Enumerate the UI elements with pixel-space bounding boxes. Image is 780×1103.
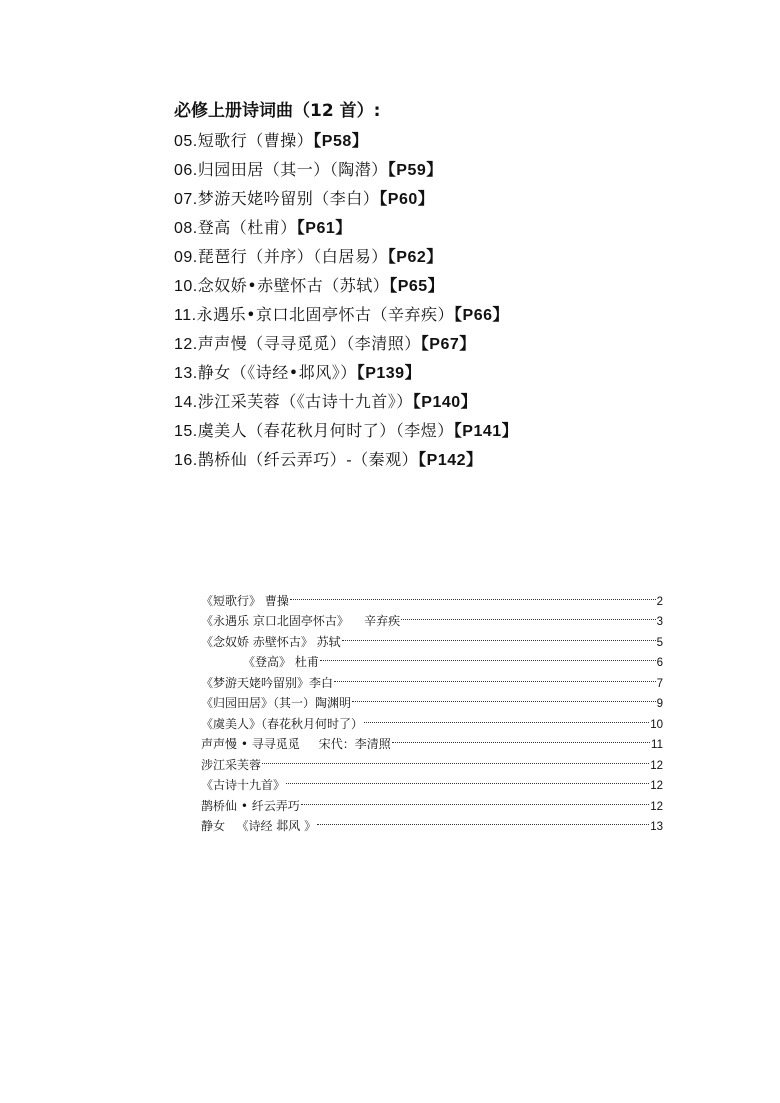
poem-title: 虞美人（春花秋月何时了）（李煜） [197,421,454,440]
poem-number: 08. [174,220,198,237]
poem-number: 12. [174,336,198,353]
poem-title: 梦游天姥吟留别（李白） [197,189,380,208]
poem-page-ref: 【P62】 [387,249,443,266]
toc-entry-title: 《登高》 杜甫 [243,655,319,669]
toc-dot-leader [351,687,657,708]
poem-title: 琵琶行（并序）（白居易） [197,247,388,266]
toc-rows [201,584,663,833]
poem-title: 涉江采芙蓉（《古诗十九首》） [197,392,413,411]
poem-list-item [174,416,734,445]
toc-dot-leader [261,748,650,769]
toc-entry-page: 9 [656,698,663,710]
toc-dot-leader [391,728,651,749]
toc-entry-title: 《念奴娇 赤壁怀古》 苏轼 [201,634,341,649]
poem-title: 归园田居（其一）（陶潜） [197,160,388,179]
toc-dot-leader [400,605,657,626]
poem-page-ref: 【P140】 [412,394,478,411]
poem-number: 07. [174,191,198,208]
toc-entry[interactable] [201,769,663,790]
toc-entry-page: 11 [651,739,663,751]
toc-dot-leader [300,789,650,810]
toc-dot-leader [289,584,657,605]
poem-list-item [174,126,734,155]
poem-number: 14. [174,394,198,411]
poem-list-item [174,445,734,474]
toc-dot-leader [319,646,657,667]
toc-entry-title: 静女 《诗经 邶风 》 [201,819,317,833]
poem-list-heading: 必修上册诗词曲（12 首）: [174,101,381,121]
poem-page-ref: 【P58】 [313,133,369,150]
poem-list-item [174,329,734,358]
toc-entry-page: 5 [656,636,663,649]
toc-entry-page: 12 [650,759,663,772]
poem-page-ref: 【P60】 [379,191,435,208]
poem-list [174,97,734,474]
poem-title: 短歌行（曹操） [197,131,314,150]
poem-list-item [174,358,734,387]
toc-dot-leader [333,666,657,687]
poem-title: 登高（杜甫） [197,218,297,237]
toc-entry[interactable] [201,748,663,772]
toc-entry-title: 涉江采芙蓉 [201,757,262,772]
toc-dot-leader [341,625,657,646]
toc-entry-title: 《永遇乐 京口北固亭怀古》 辛弃疾 [201,614,401,628]
poem-list-item [174,271,734,300]
poem-page-ref: 【P65】 [389,278,445,295]
toc-entry-page: 12 [650,780,663,792]
poem-number: 10. [174,278,198,295]
poem-page-ref: 【P66】 [454,307,509,324]
poem-title: 永遇乐•京口北固亭怀古（辛弃疾） [196,305,455,324]
toc-entry-page: 13 [650,821,663,833]
poem-number: 06. [174,162,198,179]
poem-page-ref: 【P61】 [296,220,352,237]
poem-list-item [174,213,734,242]
poem-list-item [174,242,734,271]
toc-entry-title: 《古诗十九首》 [201,778,286,792]
poem-number: 15. [174,423,198,440]
toc-entry-page: 2 [656,595,663,608]
toc-entry-title: 《归园田居》（其一）陶渊明 [201,696,352,710]
toc-entry-title: 《虞美人》（春花秋月何时了） [201,716,364,731]
poem-number: 16. [174,452,198,469]
poem-page-ref: 【P142】 [418,452,483,469]
poem-page-ref: 【P67】 [420,336,476,353]
toc-entry-page: 10 [650,718,663,731]
poem-title: 鹊桥仙（纤云弄巧）-（秦观） [197,450,419,469]
poem-page-ref: 【P141】 [453,423,519,440]
toc-entry[interactable] [201,584,663,608]
poem-list-item [174,184,734,213]
poem-number: 05. [174,133,198,150]
toc-dot-leader [363,707,650,728]
toc-entry-page: 7 [656,677,663,690]
poem-number: 09. [174,249,198,266]
poem-list-item [174,387,734,416]
toc-entry-page: 12 [650,800,663,813]
poem-page-ref: 【P59】 [387,162,443,179]
poem-list-item [174,155,734,184]
toc-entry-title: 《短歌行》 曹操 [201,593,289,608]
poem-title: 念奴娇•赤壁怀古（苏轼） [197,276,390,295]
poem-list-item [174,300,734,329]
poem-items [174,126,734,474]
toc-dot-leader [285,769,650,790]
poem-number: 13. [174,365,198,382]
toc-entry-page: 6 [656,657,663,669]
toc-entry-title: 鹊桥仙 • 纤云弄巧 [201,798,300,813]
poem-title: 声声慢（寻寻觅觅）（李清照） [197,334,421,353]
toc-entry-page: 3 [656,616,663,628]
toc-dot-leader [316,810,650,831]
poem-title: 静女（《诗经•邶风》） [197,363,357,382]
toc-entry-title: 声声慢 • 寻寻觅觅 宋代：李清照 [201,737,391,751]
poem-page-ref: 【P139】 [356,365,422,382]
poem-number: 11. [174,307,197,324]
toc-entry-title: 《梦游天姥吟留别》李白 [201,675,334,690]
table-of-contents [201,584,663,833]
